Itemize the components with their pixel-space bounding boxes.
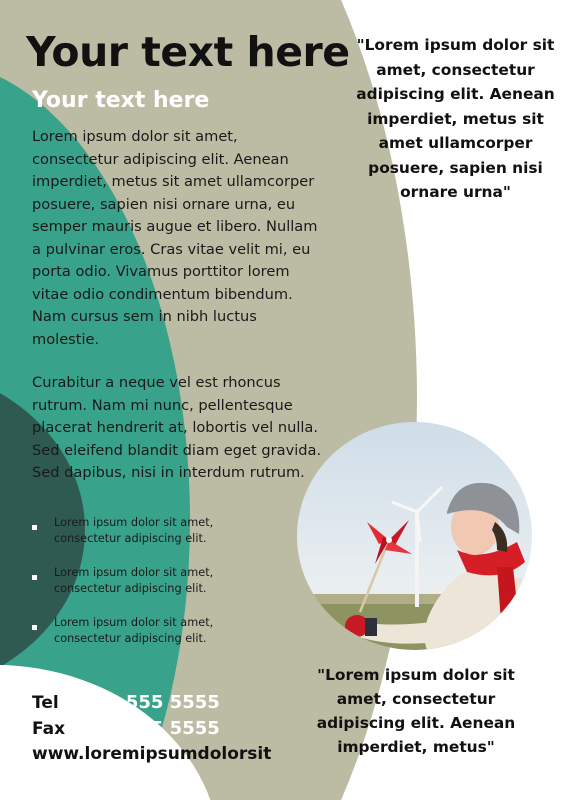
tel-label: Tel <box>32 693 59 713</box>
website-text: www.loremipsumdolorsit <box>32 744 272 764</box>
body-paragraph-2: Curabitur a neque vel est rhoncus rutrum. Nam mi nunc, pellentesque placerat hendrerit at, lobortis vel nulla. Sed eleifend blandit diam eget gravida. Sed dapibus, nisi in interdum rutrum. <box>32 374 322 481</box>
bullet-square-icon <box>32 575 37 580</box>
page-title: Your text here <box>26 28 350 76</box>
page-subtitle: Your text here <box>32 88 210 113</box>
list-item <box>32 615 282 647</box>
bullet-square-icon <box>32 525 37 530</box>
body-paragraph-1: Lorem ipsum dolor sit amet, consectetur adipiscing elit. Aenean imperdiet, metus sit amet ullamcorper posuere, sapien nisi ornare urna, eu semper mauris augue et libero. Nullam a pulvinar eros. Cras vitae velit mi, eu porta odio. Vivamus porttitor lorem vitae odio condimentum bibendum. Nam cursus sem in nibh luctus molestie. <box>32 128 318 348</box>
photo-girl-pinwheel-icon <box>297 422 532 650</box>
bullet-text: Lorem ipsum dolor sit amet, consectetur adipiscing elit. <box>54 516 214 545</box>
photo-circle <box>297 422 532 650</box>
contact-block <box>32 690 271 767</box>
bullet-square-icon <box>32 625 37 630</box>
fax-label: Fax <box>32 719 66 739</box>
quote-bottom: "Lorem ipsum dolor sit amet, consectetur adipiscing elit. Aenean imperdiet, metus" <box>316 666 516 756</box>
bullet-text: Lorem ipsum dolor sit amet, consectetur adipiscing elit. <box>54 566 214 595</box>
fax-value: 555 555 5555 <box>82 718 220 739</box>
list-item <box>32 515 282 547</box>
fax-row <box>32 716 271 742</box>
tel-row <box>32 690 271 716</box>
quote-top: "Lorem ipsum dolor sit amet, consectetur adipiscing elit. Aenean imperdiet, metus sit amet ullamcorper posuere, sapien nisi ornare urna" <box>356 36 555 201</box>
list-item <box>32 565 282 597</box>
tel-value: 555 555 5555 <box>82 692 220 713</box>
bullet-text: Lorem ipsum dolor sit amet, consectetur adipiscing elit. <box>54 616 214 645</box>
